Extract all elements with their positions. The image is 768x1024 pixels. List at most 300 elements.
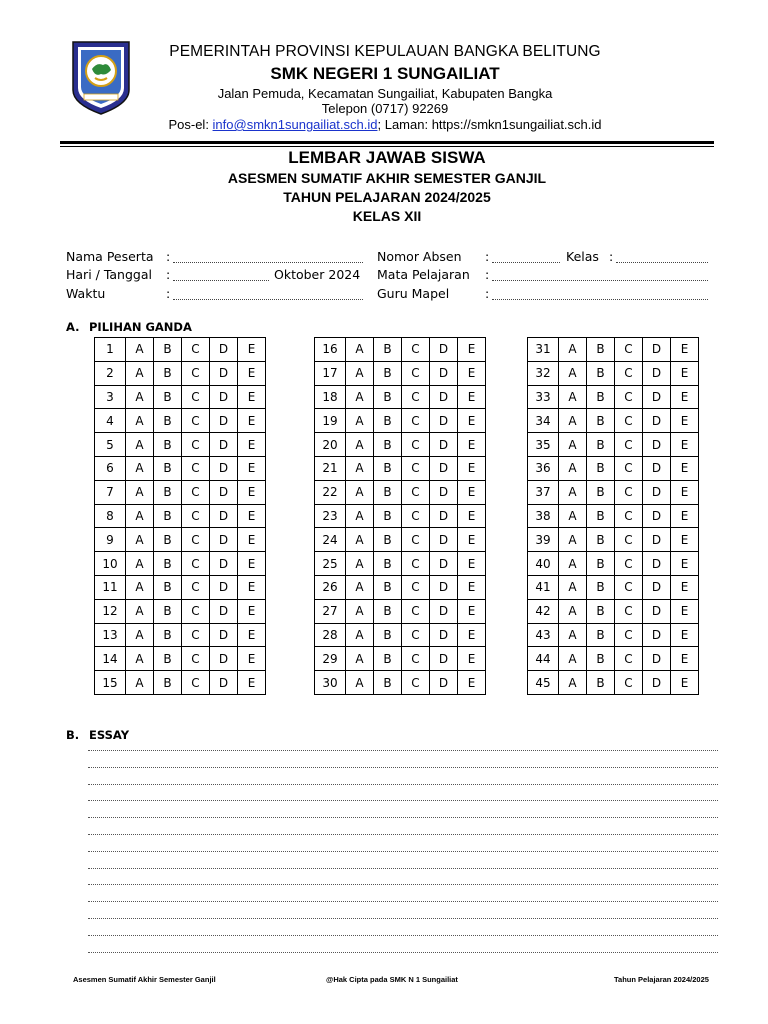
option-b-cell[interactable]: B — [587, 409, 615, 433]
option-b-cell[interactable]: B — [154, 575, 182, 599]
letterhead-divider-thin — [60, 146, 714, 147]
option-c-cell[interactable]: C — [182, 552, 210, 576]
option-e-cell[interactable]: E — [671, 552, 699, 576]
option-a-cell[interactable]: A — [126, 361, 154, 385]
option-c-cell[interactable]: C — [615, 671, 643, 695]
answer-row — [315, 504, 486, 528]
colon: : — [166, 249, 171, 264]
option-a-cell[interactable]: A — [126, 480, 154, 504]
option-d-cell[interactable]: D — [643, 338, 671, 362]
option-a-cell[interactable]: A — [126, 599, 154, 623]
option-e-cell[interactable]: E — [458, 361, 486, 385]
option-d-cell[interactable]: D — [643, 361, 671, 385]
option-c-cell[interactable]: C — [402, 575, 430, 599]
option-c-cell[interactable]: C — [615, 433, 643, 457]
option-b-cell[interactable]: B — [154, 409, 182, 433]
option-c-cell[interactable]: C — [182, 409, 210, 433]
option-b-cell[interactable]: B — [154, 361, 182, 385]
option-e-cell[interactable]: E — [238, 456, 266, 480]
option-e-cell[interactable]: E — [238, 338, 266, 362]
option-a-cell[interactable]: A — [346, 599, 374, 623]
option-e-cell[interactable]: E — [671, 338, 699, 362]
option-e-cell[interactable]: E — [238, 552, 266, 576]
answer-row — [315, 528, 486, 552]
option-c-cell[interactable]: C — [182, 361, 210, 385]
option-b-cell[interactable]: B — [374, 385, 402, 409]
option-a-cell[interactable]: A — [559, 409, 587, 433]
option-c-cell[interactable]: C — [182, 623, 210, 647]
option-b-cell[interactable]: B — [374, 647, 402, 671]
option-b-cell[interactable]: B — [154, 480, 182, 504]
option-e-cell[interactable]: E — [238, 361, 266, 385]
option-d-cell[interactable]: D — [643, 599, 671, 623]
essay-line[interactable] — [88, 952, 718, 953]
option-d-cell[interactable]: D — [430, 575, 458, 599]
option-c-cell[interactable]: C — [402, 409, 430, 433]
option-c-cell[interactable]: C — [182, 575, 210, 599]
option-d-cell[interactable]: D — [210, 552, 238, 576]
option-a-cell[interactable]: A — [346, 671, 374, 695]
option-a-cell[interactable]: A — [346, 338, 374, 362]
option-b-cell[interactable]: B — [374, 528, 402, 552]
option-a-cell[interactable]: A — [559, 456, 587, 480]
option-c-cell[interactable]: C — [402, 385, 430, 409]
answer-row — [315, 480, 486, 504]
option-b-cell[interactable]: B — [374, 552, 402, 576]
option-d-cell[interactable]: D — [643, 647, 671, 671]
option-a-cell[interactable]: A — [346, 575, 374, 599]
option-d-cell[interactable]: D — [643, 623, 671, 647]
question-number: 22 — [315, 480, 346, 504]
question-number: 42 — [528, 599, 559, 623]
option-c-cell[interactable]: C — [615, 409, 643, 433]
answer-row — [528, 575, 699, 599]
option-a-cell[interactable]: A — [559, 480, 587, 504]
option-e-cell[interactable]: E — [458, 599, 486, 623]
option-b-cell[interactable]: B — [154, 623, 182, 647]
option-c-cell[interactable]: C — [402, 552, 430, 576]
option-d-cell[interactable]: D — [210, 671, 238, 695]
question-number: 28 — [315, 623, 346, 647]
essay-line[interactable] — [88, 767, 718, 768]
option-d-cell[interactable]: D — [430, 433, 458, 457]
essay-line[interactable] — [88, 750, 718, 751]
option-a-cell[interactable]: A — [559, 385, 587, 409]
answer-row — [528, 599, 699, 623]
essay-line[interactable] — [88, 884, 718, 885]
answer-row — [528, 361, 699, 385]
option-b-cell[interactable]: B — [154, 504, 182, 528]
option-d-cell[interactable]: D — [210, 409, 238, 433]
answer-table-16-30 — [314, 337, 486, 695]
option-a-cell[interactable]: A — [346, 647, 374, 671]
question-number: 36 — [528, 456, 559, 480]
question-number: 29 — [315, 647, 346, 671]
option-c-cell[interactable]: C — [615, 361, 643, 385]
option-a-cell[interactable]: A — [559, 623, 587, 647]
option-d-cell[interactable]: D — [643, 385, 671, 409]
option-b-cell[interactable]: B — [587, 385, 615, 409]
option-a-cell[interactable]: A — [559, 671, 587, 695]
option-e-cell[interactable]: E — [238, 480, 266, 504]
option-e-cell[interactable]: E — [458, 575, 486, 599]
question-number: 14 — [95, 647, 126, 671]
option-c-cell[interactable]: C — [182, 504, 210, 528]
option-e-cell[interactable]: E — [458, 338, 486, 362]
option-b-cell[interactable]: B — [587, 456, 615, 480]
essay-line[interactable] — [88, 784, 718, 785]
option-d-cell[interactable]: D — [430, 480, 458, 504]
option-a-cell[interactable]: A — [559, 575, 587, 599]
option-e-cell[interactable]: E — [238, 528, 266, 552]
option-d-cell[interactable]: D — [210, 599, 238, 623]
option-c-cell[interactable]: C — [402, 361, 430, 385]
essay-line[interactable] — [88, 918, 718, 919]
option-a-cell[interactable]: A — [126, 433, 154, 457]
option-a-cell[interactable]: A — [559, 647, 587, 671]
option-d-cell[interactable]: D — [210, 623, 238, 647]
school-name: SMK NEGERI 1 SUNGAILIAT — [270, 64, 500, 83]
option-d-cell[interactable]: D — [430, 528, 458, 552]
label-mata-pelajaran: Mata Pelajaran — [377, 267, 470, 282]
answer-row — [95, 338, 266, 362]
nama-peserta-field[interactable] — [173, 250, 363, 263]
option-b-cell[interactable]: B — [587, 599, 615, 623]
option-e-cell[interactable]: E — [238, 433, 266, 457]
footer-copyright: @Hak Cipta pada SMK N 1 Sungailiat — [326, 975, 458, 984]
option-c-cell[interactable]: C — [402, 528, 430, 552]
option-e-cell[interactable]: E — [458, 456, 486, 480]
option-a-cell[interactable]: A — [559, 599, 587, 623]
document-title: LEMBAR JAWAB SISWA — [288, 148, 486, 167]
option-d-cell[interactable]: D — [430, 671, 458, 695]
option-d-cell[interactable]: D — [210, 338, 238, 362]
question-number: 45 — [528, 671, 559, 695]
option-e-cell[interactable]: E — [671, 528, 699, 552]
option-b-cell[interactable]: B — [154, 647, 182, 671]
option-b-cell[interactable]: B — [374, 623, 402, 647]
option-c-cell[interactable]: C — [402, 456, 430, 480]
option-c-cell[interactable]: C — [182, 385, 210, 409]
option-e-cell[interactable]: E — [458, 504, 486, 528]
option-a-cell[interactable]: A — [126, 528, 154, 552]
option-d-cell[interactable]: D — [430, 409, 458, 433]
option-a-cell[interactable]: A — [559, 361, 587, 385]
option-d-cell[interactable]: D — [210, 504, 238, 528]
option-c-cell[interactable]: C — [402, 433, 430, 457]
option-b-cell[interactable]: B — [374, 575, 402, 599]
option-c-cell[interactable]: C — [402, 504, 430, 528]
option-c-cell[interactable]: C — [615, 504, 643, 528]
option-d-cell[interactable]: D — [210, 480, 238, 504]
option-e-cell[interactable]: E — [671, 480, 699, 504]
option-a-cell[interactable]: A — [346, 552, 374, 576]
option-d-cell[interactable]: D — [430, 456, 458, 480]
question-number: 2 — [95, 361, 126, 385]
option-b-cell[interactable]: B — [587, 647, 615, 671]
option-c-cell[interactable]: C — [615, 338, 643, 362]
option-d-cell[interactable]: D — [210, 433, 238, 457]
option-c-cell[interactable]: C — [182, 528, 210, 552]
section-b-heading — [66, 728, 129, 742]
question-number: 41 — [528, 575, 559, 599]
option-c-cell[interactable]: C — [182, 338, 210, 362]
option-c-cell[interactable]: C — [182, 647, 210, 671]
option-b-cell[interactable]: B — [154, 671, 182, 695]
school-address: Jalan Pemuda, Kecamatan Sungailiat, Kabupaten Bangka — [217, 86, 553, 101]
option-b-cell[interactable]: B — [587, 361, 615, 385]
option-e-cell[interactable]: E — [671, 623, 699, 647]
answer-row — [315, 623, 486, 647]
label-nama-peserta: Nama Peserta — [66, 249, 154, 264]
option-c-cell[interactable]: C — [402, 480, 430, 504]
option-b-cell[interactable]: B — [587, 552, 615, 576]
answer-row — [315, 575, 486, 599]
option-b-cell[interactable]: B — [374, 433, 402, 457]
option-c-cell[interactable]: C — [182, 433, 210, 457]
option-b-cell[interactable]: B — [374, 504, 402, 528]
guru-mapel-field[interactable] — [492, 287, 708, 300]
option-e-cell[interactable]: E — [238, 409, 266, 433]
option-c-cell[interactable]: C — [615, 385, 643, 409]
option-e-cell[interactable]: E — [671, 647, 699, 671]
answer-row — [528, 504, 699, 528]
option-b-cell[interactable]: B — [587, 504, 615, 528]
option-c-cell[interactable]: C — [615, 575, 643, 599]
option-e-cell[interactable]: E — [671, 409, 699, 433]
email-prefix: Pos-el: — [168, 117, 213, 132]
option-a-cell[interactable]: A — [126, 504, 154, 528]
option-c-cell[interactable]: C — [402, 647, 430, 671]
colon: : — [166, 267, 171, 282]
option-e-cell[interactable]: E — [458, 385, 486, 409]
option-d-cell[interactable]: D — [643, 552, 671, 576]
option-b-cell[interactable]: B — [374, 671, 402, 695]
answer-row — [95, 599, 266, 623]
label-nomor-absen: Nomor Absen — [377, 249, 462, 264]
option-b-cell[interactable]: B — [374, 409, 402, 433]
option-b-cell[interactable]: B — [587, 671, 615, 695]
option-b-cell[interactable]: B — [587, 433, 615, 457]
option-e-cell[interactable]: E — [671, 504, 699, 528]
option-e-cell[interactable]: E — [238, 385, 266, 409]
option-c-cell[interactable]: C — [182, 599, 210, 623]
option-d-cell[interactable]: D — [430, 623, 458, 647]
option-e-cell[interactable]: E — [671, 575, 699, 599]
question-number: 10 — [95, 552, 126, 576]
option-d-cell[interactable]: D — [643, 456, 671, 480]
essay-line[interactable] — [88, 800, 718, 801]
option-a-cell[interactable]: A — [126, 456, 154, 480]
option-a-cell[interactable]: A — [126, 647, 154, 671]
option-b-cell[interactable]: B — [587, 575, 615, 599]
option-c-cell[interactable]: C — [615, 623, 643, 647]
option-c-cell[interactable]: C — [182, 480, 210, 504]
answer-row — [528, 552, 699, 576]
option-b-cell[interactable]: B — [374, 361, 402, 385]
option-c-cell[interactable]: C — [182, 456, 210, 480]
option-d-cell[interactable]: D — [430, 504, 458, 528]
option-b-cell[interactable]: B — [587, 623, 615, 647]
option-b-cell[interactable]: B — [154, 552, 182, 576]
option-d-cell[interactable]: D — [430, 361, 458, 385]
option-e-cell[interactable]: E — [238, 647, 266, 671]
answer-row — [528, 338, 699, 362]
essay-line[interactable] — [88, 901, 718, 902]
option-d-cell[interactable]: D — [643, 480, 671, 504]
option-a-cell[interactable]: A — [559, 552, 587, 576]
option-b-cell[interactable]: B — [587, 528, 615, 552]
option-a-cell[interactable]: A — [559, 528, 587, 552]
nomor-absen-field[interactable] — [492, 250, 560, 263]
option-d-cell[interactable]: D — [210, 647, 238, 671]
option-b-cell[interactable]: B — [154, 385, 182, 409]
option-e-cell[interactable]: E — [671, 385, 699, 409]
essay-line[interactable] — [88, 834, 718, 835]
option-e-cell[interactable]: E — [458, 671, 486, 695]
colon: : — [485, 249, 490, 264]
essay-line[interactable] — [88, 817, 718, 818]
class-level: KELAS XII — [352, 208, 422, 224]
question-number: 34 — [528, 409, 559, 433]
option-e-cell[interactable]: E — [671, 361, 699, 385]
option-e-cell[interactable]: E — [671, 599, 699, 623]
option-a-cell[interactable]: A — [126, 385, 154, 409]
mata-pelajaran-field[interactable] — [492, 268, 708, 281]
academic-year: TAHUN PELAJARAN 2024/2025 — [283, 189, 491, 205]
option-b-cell[interactable]: B — [374, 599, 402, 623]
option-d-cell[interactable]: D — [210, 361, 238, 385]
option-a-cell[interactable]: A — [346, 504, 374, 528]
essay-line[interactable] — [88, 851, 718, 852]
option-a-cell[interactable]: A — [126, 552, 154, 576]
question-number: 18 — [315, 385, 346, 409]
option-b-cell[interactable]: B — [374, 456, 402, 480]
option-c-cell[interactable]: C — [402, 671, 430, 695]
option-e-cell[interactable]: E — [458, 552, 486, 576]
section-b-number: B. — [66, 728, 80, 742]
option-e-cell[interactable]: E — [671, 456, 699, 480]
option-a-cell[interactable]: A — [346, 433, 374, 457]
footer-exam-name: Asesmen Sumatif Akhir Semester Ganjil — [73, 975, 216, 984]
option-d-cell[interactable]: D — [643, 433, 671, 457]
question-number: 43 — [528, 623, 559, 647]
option-e-cell[interactable]: E — [458, 623, 486, 647]
option-b-cell[interactable]: B — [154, 528, 182, 552]
question-number: 21 — [315, 456, 346, 480]
option-e-cell[interactable]: E — [671, 671, 699, 695]
hari-tanggal-field[interactable] — [173, 268, 269, 281]
option-e-cell[interactable]: E — [238, 599, 266, 623]
option-b-cell[interactable]: B — [374, 480, 402, 504]
option-a-cell[interactable]: A — [559, 504, 587, 528]
option-d-cell[interactable]: D — [430, 647, 458, 671]
option-c-cell[interactable]: C — [402, 599, 430, 623]
option-e-cell[interactable]: E — [458, 409, 486, 433]
option-d-cell[interactable]: D — [643, 575, 671, 599]
option-d-cell[interactable]: D — [430, 338, 458, 362]
question-number: 30 — [315, 671, 346, 695]
option-c-cell[interactable]: C — [615, 552, 643, 576]
option-e-cell[interactable]: E — [458, 528, 486, 552]
option-d-cell[interactable]: D — [643, 409, 671, 433]
option-a-cell[interactable]: A — [559, 338, 587, 362]
date-suffix: Oktober 2024 — [274, 267, 361, 282]
option-c-cell[interactable]: C — [615, 456, 643, 480]
option-a-cell[interactable]: A — [346, 456, 374, 480]
option-d-cell[interactable]: D — [210, 528, 238, 552]
option-d-cell[interactable]: D — [210, 575, 238, 599]
option-a-cell[interactable]: A — [126, 623, 154, 647]
option-a-cell[interactable]: A — [346, 409, 374, 433]
option-a-cell[interactable]: A — [346, 361, 374, 385]
option-a-cell[interactable]: A — [559, 433, 587, 457]
option-e-cell[interactable]: E — [238, 671, 266, 695]
option-c-cell[interactable]: C — [615, 647, 643, 671]
option-c-cell[interactable]: C — [182, 671, 210, 695]
answer-row — [315, 385, 486, 409]
email-link[interactable]: info@smkn1sungailiat.sch.id — [212, 117, 378, 132]
option-d-cell[interactable]: D — [210, 456, 238, 480]
question-number: 38 — [528, 504, 559, 528]
option-d-cell[interactable]: D — [210, 385, 238, 409]
waktu-field[interactable] — [173, 287, 363, 300]
option-d-cell[interactable]: D — [643, 528, 671, 552]
option-b-cell[interactable]: B — [154, 433, 182, 457]
option-a-cell[interactable]: A — [346, 528, 374, 552]
answer-row — [95, 456, 266, 480]
option-c-cell[interactable]: C — [615, 480, 643, 504]
option-a-cell[interactable]: A — [346, 480, 374, 504]
option-b-cell[interactable]: B — [154, 599, 182, 623]
colon: : — [609, 249, 614, 264]
essay-line[interactable] — [88, 935, 718, 936]
option-e-cell[interactable]: E — [458, 647, 486, 671]
option-c-cell[interactable]: C — [615, 528, 643, 552]
option-e-cell[interactable]: E — [238, 575, 266, 599]
option-a-cell[interactable]: A — [346, 385, 374, 409]
option-a-cell[interactable]: A — [346, 623, 374, 647]
option-b-cell[interactable]: B — [587, 480, 615, 504]
option-a-cell[interactable]: A — [126, 338, 154, 362]
answer-row — [528, 433, 699, 457]
option-b-cell[interactable]: B — [374, 338, 402, 362]
answer-row — [528, 456, 699, 480]
option-a-cell[interactable]: A — [126, 409, 154, 433]
option-a-cell[interactable]: A — [126, 671, 154, 695]
option-e-cell[interactable]: E — [238, 623, 266, 647]
option-e-cell[interactable]: E — [671, 433, 699, 457]
option-b-cell[interactable]: B — [154, 338, 182, 362]
option-c-cell[interactable]: C — [402, 338, 430, 362]
question-number: 19 — [315, 409, 346, 433]
option-d-cell[interactable]: D — [430, 552, 458, 576]
option-e-cell[interactable]: E — [458, 433, 486, 457]
option-e-cell[interactable]: E — [238, 504, 266, 528]
option-d-cell[interactable]: D — [643, 504, 671, 528]
option-c-cell[interactable]: C — [402, 623, 430, 647]
option-e-cell[interactable]: E — [458, 480, 486, 504]
essay-line[interactable] — [88, 868, 718, 869]
option-b-cell[interactable]: B — [154, 456, 182, 480]
kelas-field[interactable] — [616, 250, 708, 263]
option-d-cell[interactable]: D — [643, 671, 671, 695]
option-b-cell[interactable]: B — [587, 338, 615, 362]
option-a-cell[interactable]: A — [126, 575, 154, 599]
option-d-cell[interactable]: D — [430, 385, 458, 409]
option-c-cell[interactable]: C — [615, 599, 643, 623]
option-d-cell[interactable]: D — [430, 599, 458, 623]
